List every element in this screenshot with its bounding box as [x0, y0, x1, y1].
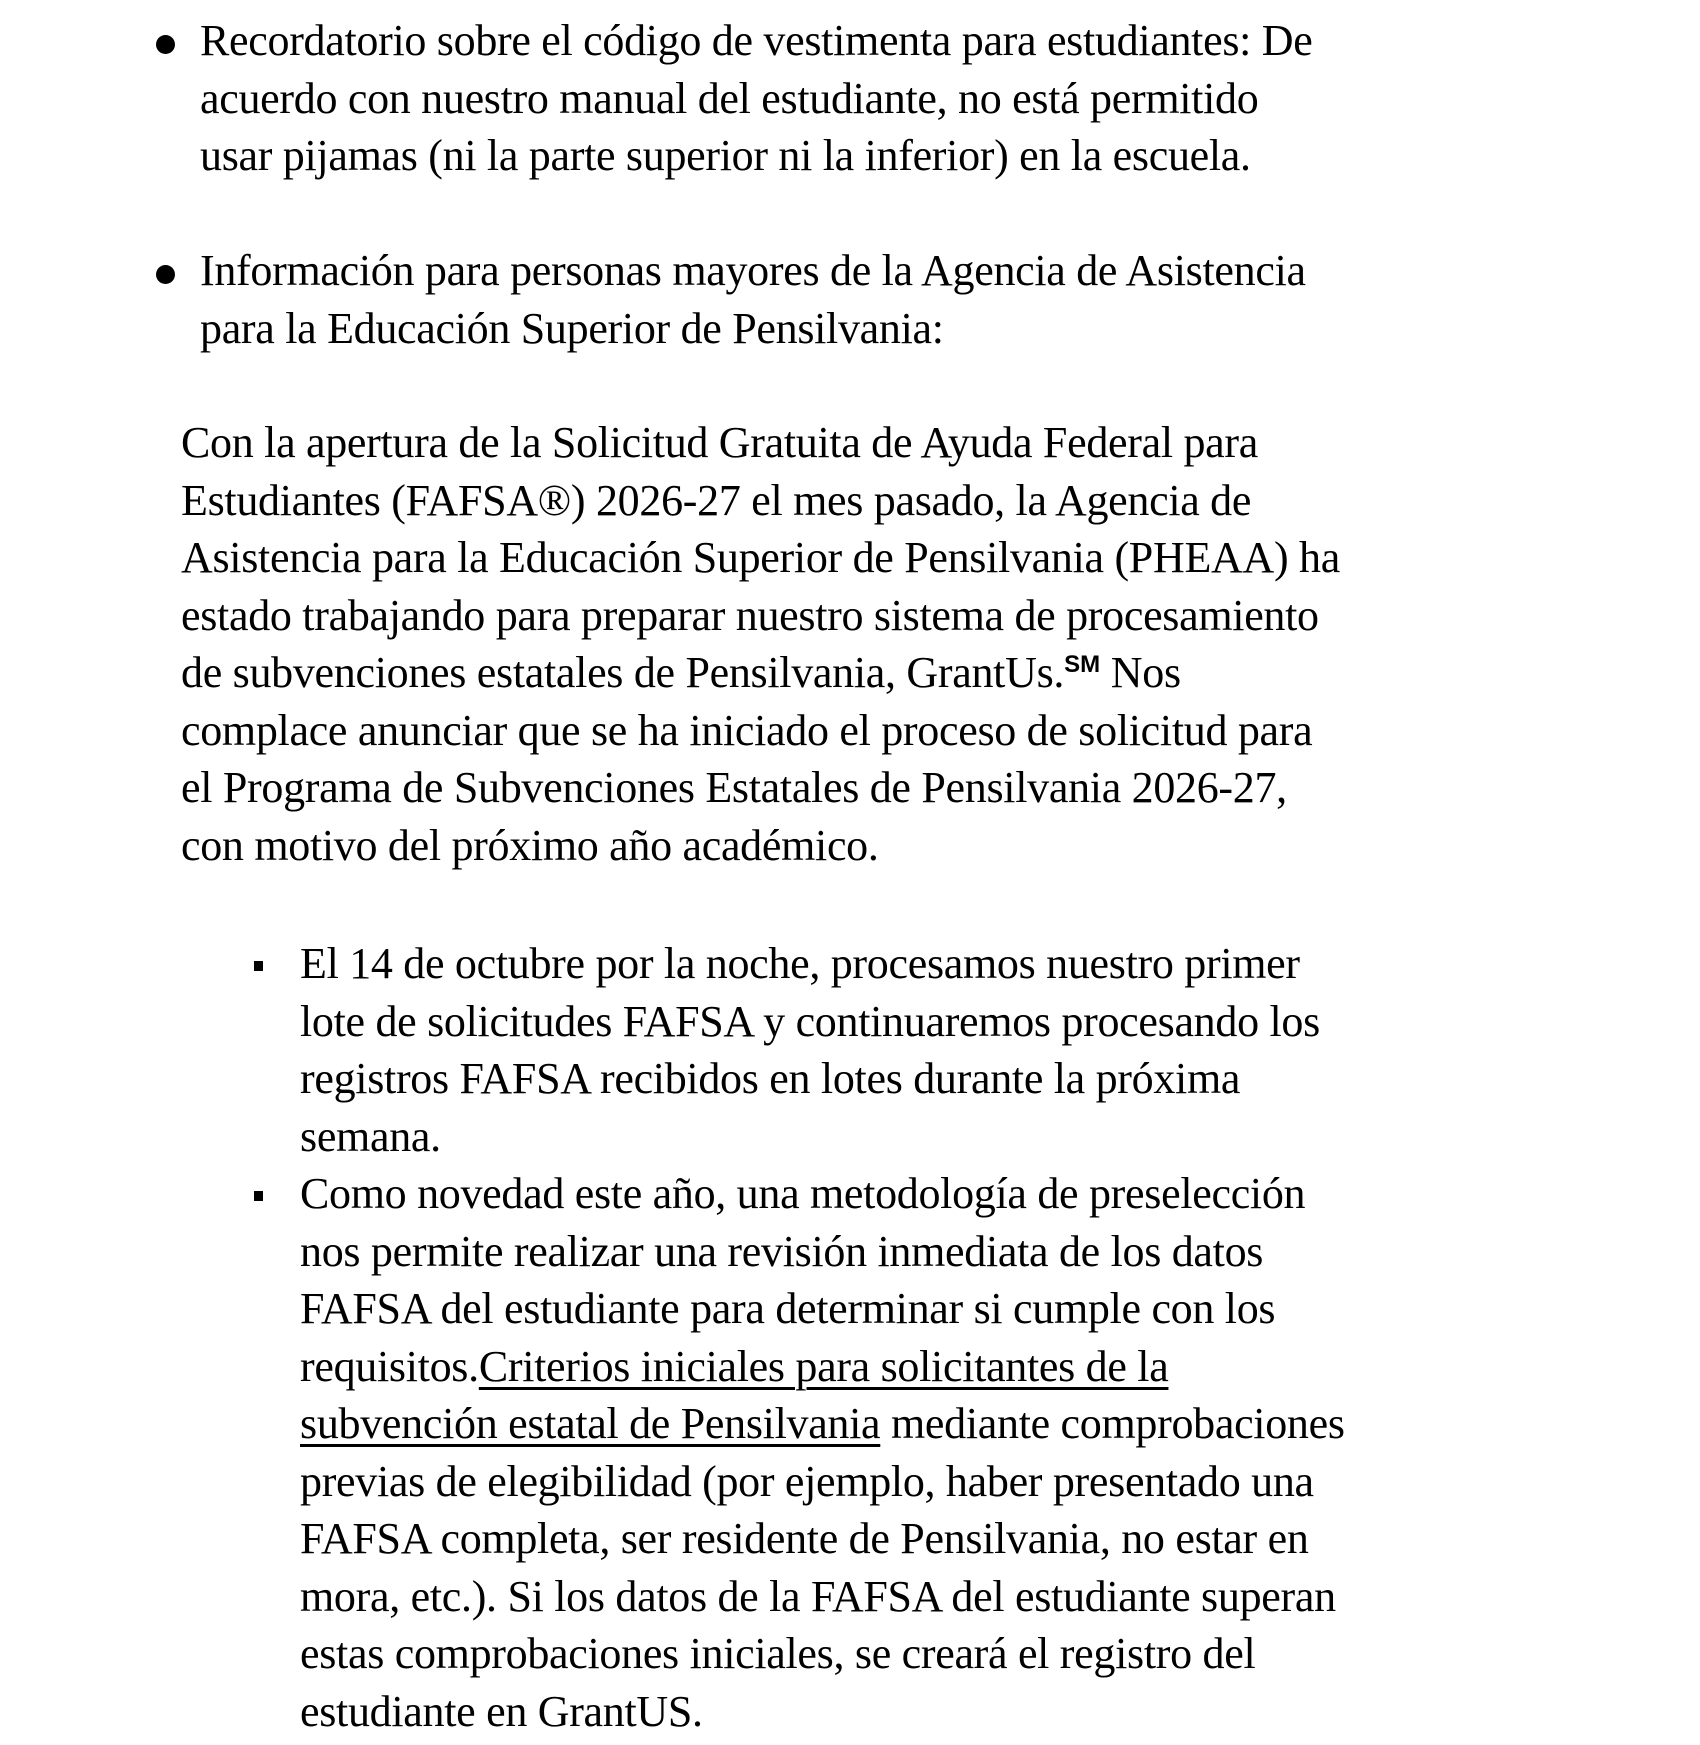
sub-bullet-prescreening: [300, 1165, 1345, 1740]
criteria-link-continued[interactable]: subvención estatal de Pensilvania: [300, 1399, 881, 1448]
text-line: El 14 de octubre por la noche, procesamos nuestro primer: [300, 939, 1300, 988]
text-line: estudiante en GrantUS.: [300, 1686, 703, 1736]
text-line: Asistencia para la Educación Superior de Pensilvania (PHEAA) ha: [181, 533, 1340, 582]
text-line: estado trabajando para preparar nuestro sistema de procesamiento: [181, 590, 1319, 640]
text-line: Estudiantes (FAFSA®) 2026-27 el mes pasado, la Agencia de: [181, 475, 1252, 525]
text-segment: mediante comprobaciones: [880, 1399, 1345, 1448]
text-line: [181, 644, 1340, 702]
text-line: semana.: [300, 1111, 441, 1161]
criteria-link[interactable]: Criterios iniciales para solicitantes de la: [478, 1341, 1169, 1391]
text-line: el Programa de Subvenciones Estatales de Pensilvania 2026-27,: [181, 763, 1287, 812]
text-line: acuerdo con nuestro manual del estudiante, no está permitido: [200, 73, 1259, 123]
bullet-pheaa-info: [200, 242, 1306, 357]
text-line: FAFSA completa, ser residente de Pensilvania, no estar en: [300, 1514, 1309, 1563]
square-bullet-icon: [254, 961, 263, 971]
text-line: lote de solicitudes FAFSA y continuaremos procesando los: [300, 996, 1320, 1046]
round-bullet-icon: [156, 35, 175, 54]
text-segment: requisitos.: [300, 1341, 479, 1391]
square-bullet-icon: [254, 1191, 263, 1201]
text-line: complace anunciar que se ha iniciado el proceso de solicitud para: [181, 705, 1313, 755]
round-bullet-icon: [156, 265, 175, 284]
text-line: [300, 1395, 1345, 1453]
text-segment: Nos: [1100, 648, 1181, 697]
bullet-dress-code: [200, 12, 1313, 185]
fafsa-paragraph: [181, 414, 1340, 874]
text-line: previas de elegibilidad (por ejemplo, haber presentado una: [300, 1456, 1314, 1506]
text-line: nos permite realizar una revisión inmediata de los datos: [300, 1226, 1264, 1276]
text-line: registros FAFSA recibidos en lotes durante la próxima: [300, 1054, 1241, 1103]
service-mark: SM: [1064, 651, 1101, 678]
text-line: FAFSA del estudiante para determinar si cumple con los: [300, 1284, 1276, 1333]
text-line: [300, 1338, 1345, 1396]
text-line: usar pijamas (ni la parte superior ni la inferior) en la escuela.: [200, 131, 1251, 180]
text-line: mora, etc.). Si los datos de la FAFSA del estudiante superan: [300, 1571, 1336, 1621]
text-segment: de subvenciones estatales de Pensilvania, GrantUs.: [181, 648, 1065, 697]
text-line: Información para personas mayores de la Agencia de Asistencia: [200, 246, 1306, 295]
text-line: Con la apertura de la Solicitud Gratuita de Ayuda Federal para: [181, 418, 1258, 467]
text-line: con motivo del próximo año académico.: [181, 820, 879, 870]
text-line: Como novedad este año, una metodología de preselección: [300, 1169, 1306, 1218]
text-line: Recordatorio sobre el código de vestimenta para estudiantes: De: [200, 16, 1313, 65]
text-line: estas comprobaciones iniciales, se creará el registro del: [300, 1629, 1256, 1678]
text-line: para la Educación Superior de Pensilvania:: [200, 303, 944, 353]
sub-bullet-processing: [300, 935, 1320, 1165]
